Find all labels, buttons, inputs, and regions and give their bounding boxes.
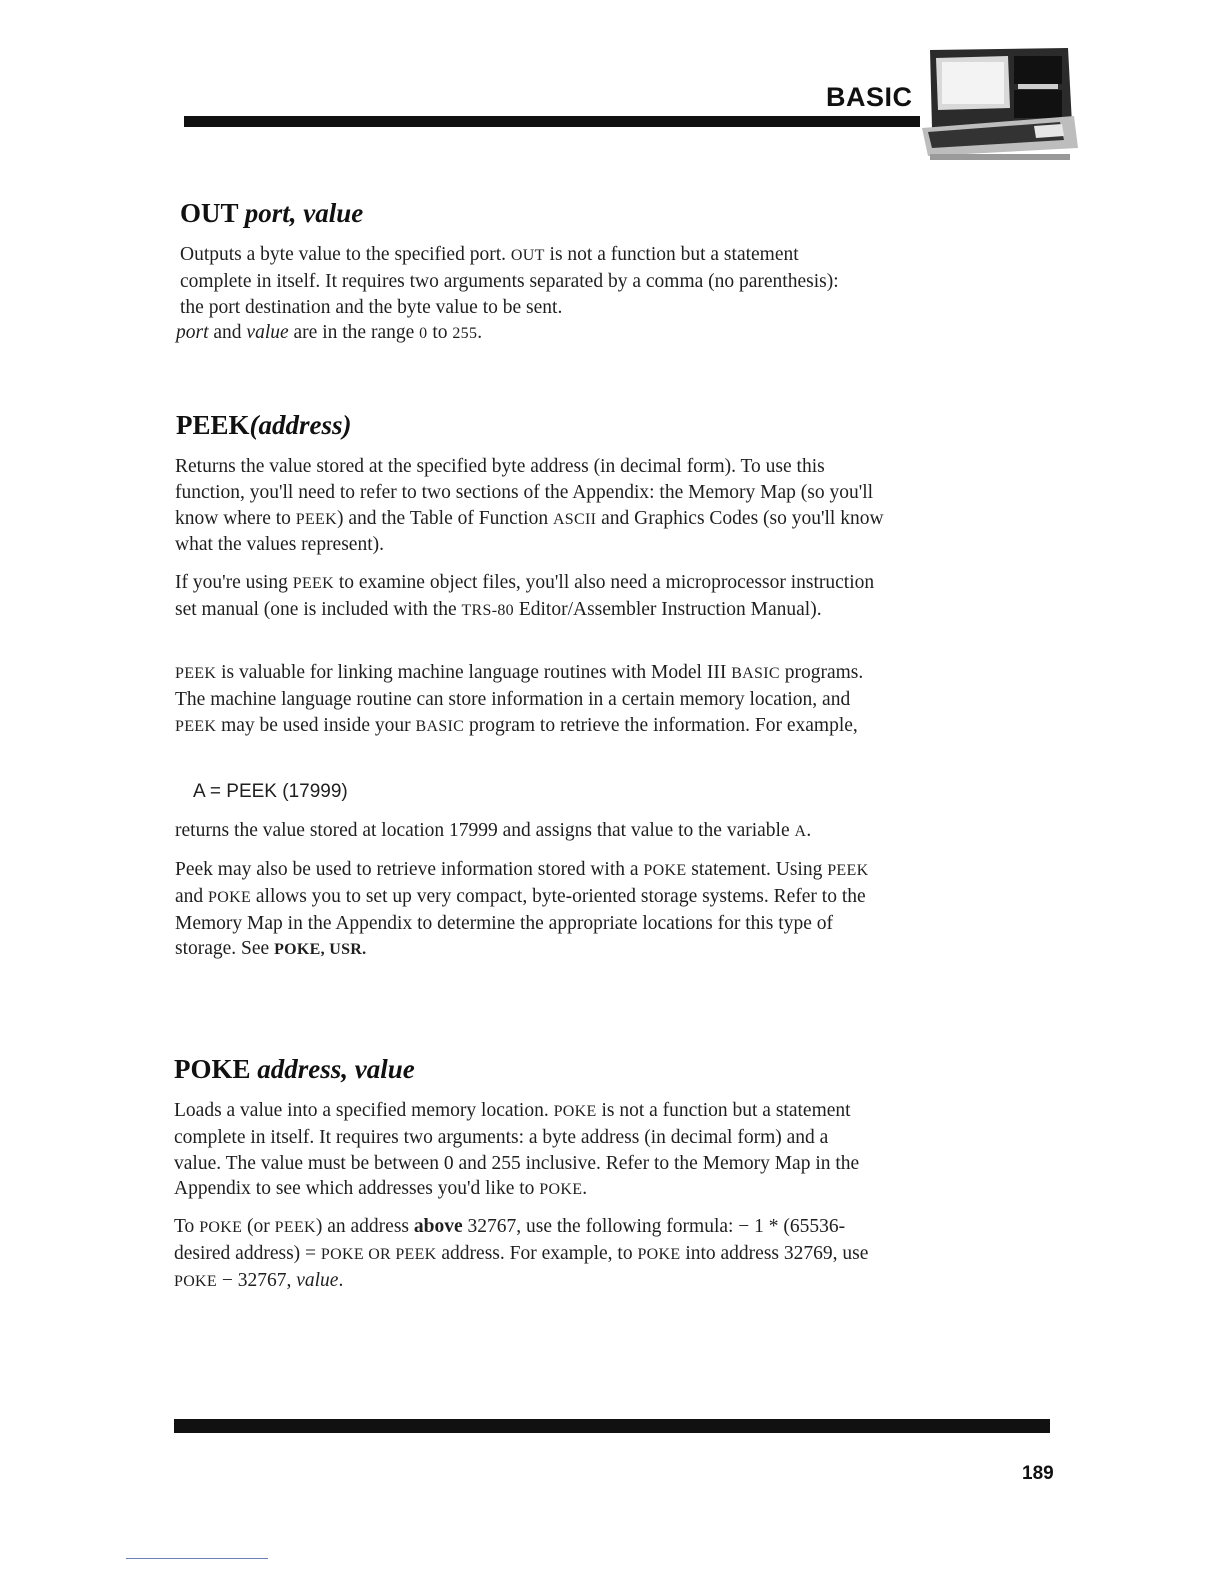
text: . [338,1269,344,1291]
keyword: POKE [643,862,687,879]
text: Outputs a byte value to the specified port. [180,244,511,265]
keyword: BASIC [415,717,465,735]
out-paragraph-1 [180,242,860,320]
keyword: POKE [539,1181,583,1199]
see-also-reference: POKE, USR. [274,941,367,959]
text: to [427,322,453,343]
keyword: PEEK [292,575,334,592]
text: Editor/Assembler Instruction Manual). [513,598,822,620]
text: Returns the value stored at the specified byte address (in decimal form). To use this function, you'll need to refer to two sections of the Appendix: the Memory Map (so you'll know where to [175,456,874,529]
text: statement. Using [686,859,828,880]
number: 0 [419,325,428,342]
out-args: port, value [244,198,364,228]
text: . [477,322,483,343]
keyword: POKE [208,888,252,906]
text: and [208,322,247,343]
keyword: TRS-80 [461,601,514,619]
text: . [582,1178,588,1200]
peek-heading [176,410,352,441]
text: is not a function but a statement complete in itself. It requires two arguments: a byte address (in decimal form) and a value. The value must be between 0 and 255 inclusive. Refer to the Memory Map in the Appendix to see which addresses you'd like to [174,1100,860,1200]
out-paragraph-2 [176,320,856,347]
text: . [806,820,812,841]
peek-paragraph-2 [175,570,885,624]
text: into address 32769, use [680,1242,869,1264]
keyword: OUT [510,247,545,264]
keyword: POKE [553,1103,597,1120]
out-heading [180,198,363,229]
keyword: PEEK [175,665,217,682]
section-header-title: BASIC [826,82,913,112]
keyword: POKE [199,1219,243,1236]
text: to examine object files, you'll also need a microprocessor instruction set manual (one is included with the [175,572,875,620]
poke-paragraph-2 [174,1214,874,1294]
keyword: PEEK [827,862,869,879]
emphasis: above [413,1216,463,1237]
text: Peek may also be used to retrieve information stored with a [175,859,644,880]
text: is valuable for linking machine language routines with Model III [216,662,732,683]
page-number: 189 [1022,1463,1054,1484]
peek-paragraph-4 [175,818,890,845]
text: are in the range [288,322,420,343]
text: and [175,885,209,907]
keyword: PEEK [274,1219,316,1236]
text: allows you to set up very compact, byte-oriented storage systems. Refer to the Memory Map in the Appendix to determine the appropriate locations for this type of storage. See [175,885,866,960]
trs80-computer-image [910,44,1080,166]
variable: value [296,1269,339,1291]
peek-paragraph-1 [175,454,885,558]
poke-heading [174,1054,415,1085]
keyword: POKE [174,1272,217,1290]
keyword: POKE [637,1245,681,1263]
variable: port [176,322,209,343]
top-rule [184,116,920,127]
text: may be used inside your [216,714,416,736]
text: ) and the Table of Function [336,507,553,529]
keyword: BASIC [731,665,780,682]
keyword: PEEK [175,717,217,735]
text: (or [242,1216,275,1237]
text: − 32767, [216,1269,297,1291]
variable: value [246,322,289,343]
peek-args: (address) [249,410,352,440]
number: 255 [452,325,478,342]
peek-command: PEEK [176,410,250,440]
text: is not a function but a statement complete in itself. It requires two arguments separated by a comma (no parenthesis): the port destination and the byte value to be sent. [180,244,839,318]
text: program to retrieve the information. For example, [464,714,858,736]
keyword: ASCII [552,510,597,528]
text: and Graphics Codes (so you'll know what the values represent). [175,507,884,556]
out-command: OUT [180,198,239,228]
text: To [174,1216,200,1237]
footnote-divider [126,1558,268,1559]
text: programs. The machine language routine can store information in a certain memory location, and [175,662,864,710]
poke-paragraph-1 [174,1098,874,1203]
peek-paragraph-5 [175,857,885,963]
text: If you're using [175,572,293,593]
text: returns the value stored at location 17999 and assigns that value to the variable [175,820,795,841]
bottom-rule [174,1419,1050,1433]
text: Loads a value into a specified memory location. [174,1100,554,1121]
peek-paragraph-3 [175,660,890,739]
poke-args: address, value [257,1054,415,1084]
text: address. For example, to [436,1242,638,1264]
poke-command: POKE [174,1054,251,1084]
keyword: PEEK [295,510,337,528]
keyword: POKE OR PEEK [320,1245,437,1263]
text: ) an address [315,1216,414,1237]
text: 32767, use the following formula: − 1 * (65536-desired address) = [174,1216,846,1264]
keyword: A [794,823,807,840]
code-example: A = PEEK (17999) [193,781,348,802]
